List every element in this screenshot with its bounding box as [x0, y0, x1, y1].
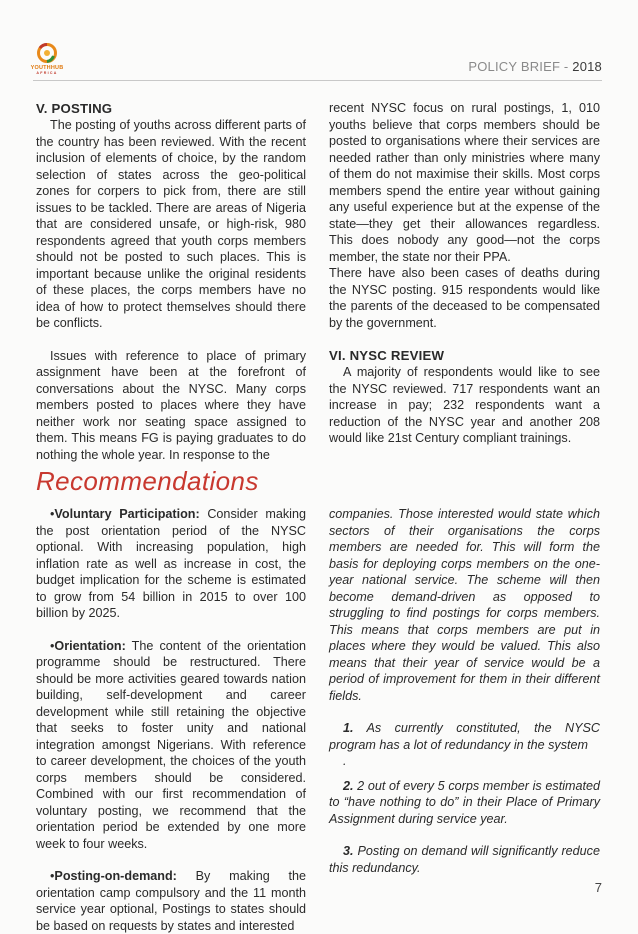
posting-paragraph-3: recent NYSC focus on rural postings, 1, 010 youths believe that corps members should be posted to organisations where their services are needed rather than only ministries where many of them do not maximise their skills. Most corps members spend the entire year without gaining any useful experience but at the expense of the state—they get their allowances regardless. This does nobody any good—not the corps member, the state nor their PPA.: [329, 101, 600, 264]
logo-subtext: AFRICA: [36, 71, 58, 75]
note-1: [329, 720, 600, 753]
bullet: •: [50, 869, 55, 883]
recommendation-posting-on-demand: [36, 868, 306, 934]
header-divider: [33, 80, 602, 81]
logo-globe-icon: [36, 42, 58, 64]
recommendation-orientation-label: Orientation:: [54, 638, 126, 653]
bullet: •: [50, 507, 55, 521]
recommendation-orientation: [36, 638, 306, 853]
note-2: [329, 778, 600, 828]
note-3-text: Posting on demand will significantly reduce this redundancy.: [329, 844, 600, 875]
posting-section-right: [329, 100, 600, 447]
recommendations-title: Recommendations: [36, 466, 259, 496]
posting-paragraph-1: The posting of youths across different parts of the country has been reviewed. With the recent inclusion of elements of choice, by the random selection of states across the geo-political zones for corpers to pick from, there are still issues to be tackled. There are areas of Nigeria that are considered unsafe, or high-risk, 980 respondents agreed that youth corps members should not be posted to such places. This is important because unlike the original residents of these places, the corps members have no idea of how to protect themselves should there be conflicts.: [36, 118, 306, 330]
recommendation-posting-text: By making the orientation camp compulsory and the 11 month service year optional, Postings to states should be based on requests by states and interested: [36, 869, 306, 933]
recommendation-posting-label: Posting-on-demand:: [54, 869, 177, 883]
posting-section-left: [36, 100, 306, 463]
recommendation-orientation-text: The content of the orientation programme should be restructured. There should be more activities geared towards nation building, self-development and career development while still retaining the objective that seeks to foster unity and national integration amongst Nigerians. With reference to career development, the choices of the youth corps members should be considered. Combined with our first recommendation of voluntary posting, we recommend that the orientation period be extended by one more week to four weeks.: [36, 638, 306, 851]
policy-brief-label: [468, 59, 602, 74]
bullet: •: [50, 638, 55, 653]
note-1-stray-dot: .: [343, 754, 347, 768]
recommendation-voluntary-label: Voluntary Participation:: [54, 507, 200, 521]
note-1-number: 1.: [343, 721, 354, 735]
page-number: 7: [594, 880, 602, 895]
review-paragraph: A majority of respondents would like to see the NYSC reviewed. 717 respondents want an increase in pay; 232 respondents want a reduction of the NYSC year and another 208 would like 21st Century compliant trainings.: [329, 365, 600, 445]
recommendation-voluntary-text: Consider making the post orientation period of the NYSC optional. With increasing population, high inflation rate as well as increase in cost, the budget implication for the scheme is estimated to grow from 54 billion in 2015 to over 100 billion by 2025.: [36, 507, 306, 620]
recommendation-voluntary: [36, 506, 306, 622]
note-1-text: As currently constituted, the NYSC program has a lot of redundancy in the system: [329, 721, 600, 752]
note-2-text: 2 out of every 5 corps member is estimated to “have nothing to do” in their Place of Primary Assignment during service year.: [329, 778, 600, 826]
posting-heading: V. POSTING: [36, 101, 113, 116]
note-3: [329, 843, 600, 876]
recommendation-posting-continued: companies. Those interested would state which sectors of their organisations the corps members are needed for. This will form the basis for deploying corps members on the one-year national service. The scheme will then become demand-driven as opposed to struggling to find postings for corps members. This means that corps members are put in places where they would be valued. This also means that their year of service would be a period of improvement for them in their different fields.: [329, 507, 600, 703]
recommendations-right: [329, 506, 600, 876]
recommendations-left: [36, 506, 306, 934]
note-2-number: 2.: [343, 778, 354, 793]
youthhub-logo: [24, 42, 70, 75]
logo-text: YOUTHHUB: [30, 65, 64, 71]
review-heading: VI. NYSC REVIEW: [329, 348, 445, 363]
policy-brief-year: 2018: [572, 59, 602, 74]
note-3-number: 3.: [343, 844, 354, 858]
policy-brief-text: POLICY BRIEF -: [468, 59, 573, 74]
posting-paragraph-2: Issues with reference to place of primary assignment have been at the forefront of conversations about the NYSC. Many corps members posted to places where they have neither work nor seating space assigned to them. This means FG is paying graduates to do nothing the whole year. In response to the: [36, 348, 306, 462]
posting-paragraph-4: There have also been cases of deaths during the NYSC posting. 915 respondents would like the parents of the deceased to be compensated by the government.: [329, 266, 600, 330]
